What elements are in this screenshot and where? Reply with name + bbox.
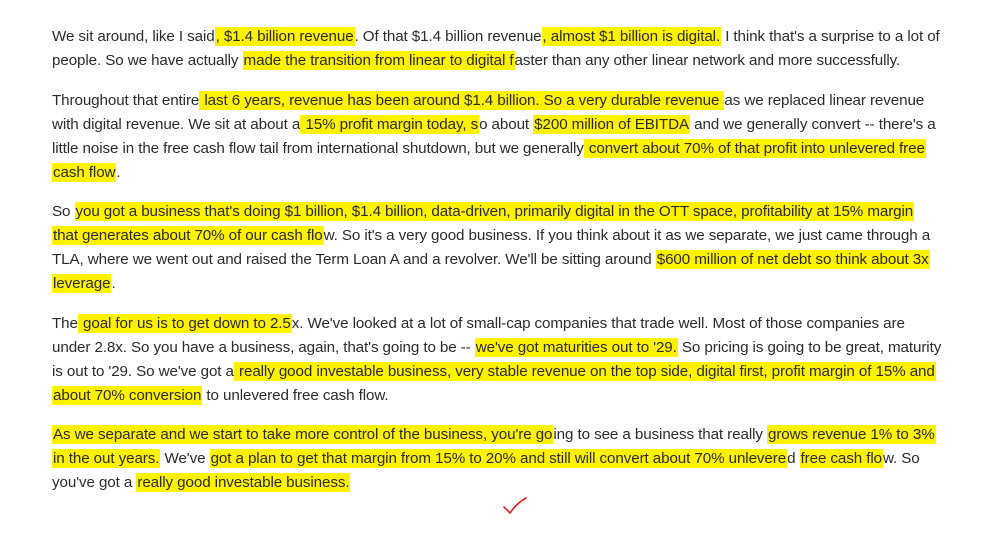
text-segment: . <box>111 275 116 292</box>
text-segment: We sit around, like I said <box>52 28 215 45</box>
paragraph-5 <box>52 423 942 495</box>
text-segment: as we replaced linear revenue with digital revenue. We sit at about a <box>52 91 925 133</box>
text-segment: We've <box>160 450 210 467</box>
text-segment: aster than any other linear network and more successfully. <box>514 52 901 69</box>
text-segment: x. We've looked at a lot of small-cap companies that trade well. Most of those companies are under 2.8x. So you have a business, again, that's going to be -- <box>52 314 905 356</box>
text-segment: w. So you've got a <box>52 450 920 491</box>
highlighted-segment: goal for us is to get down to 2.5 <box>78 314 291 332</box>
text-segment: o about <box>479 115 534 133</box>
highlighted-segment: got a plan to get that margin from 15% to 20% and still will convert about 70% unlevere <box>210 450 787 467</box>
paragraph-2 <box>52 89 942 185</box>
highlighted-segment: $600 million of net debt so think about 3x leverage <box>53 251 929 292</box>
highlighted-segment: As we separate and we start to take more control of the business, you're go <box>53 426 553 443</box>
highlighted-segment: convert about 70% of that profit into unlevered free cash flow <box>53 139 925 181</box>
text-segment: ing to see a business that really <box>553 426 767 443</box>
highlighted-segment: free cash flo <box>800 450 882 467</box>
highlighted-segment: you got a business that's doing $1 billion, $1.4 billion, data-driven, primarily digital in the OTT space, profitability at 15% margin that generates about 70% of our cash flo <box>53 203 914 244</box>
text-segment: to unlevered free cash flow. <box>202 386 389 404</box>
text-segment: So pricing is going to be great, maturity is out to '29. So we've got a <box>52 338 942 380</box>
highlighted-segment: 15% profit margin today, s <box>301 115 479 133</box>
text-segment: d <box>787 450 800 467</box>
text-segment: The <box>52 314 78 332</box>
paragraph-3 <box>52 200 942 296</box>
text-segment: . <box>116 163 121 181</box>
transcript-document <box>52 25 942 511</box>
checkmark-icon <box>502 496 528 516</box>
text-segment: w. So it's a very good business. If you think about it as we separate, we just came through a TLA, where we went out and raised the Term Loan A and a revolver. We'll be sitting around <box>52 227 931 268</box>
text-segment: So <box>52 203 75 220</box>
text-segment: Throughout that entire <box>52 91 200 109</box>
highlighted-segment: , almost $1 billion is digital. <box>542 28 721 45</box>
highlighted-segment: last 6 years, revenue has been around $1.4 billion. So a very durable revenue <box>200 91 724 109</box>
highlighted-segment: $200 million of EBITDA <box>534 115 689 133</box>
paragraph-4 <box>52 312 942 408</box>
highlighted-segment: really good investable business. <box>137 474 350 491</box>
text-segment: and we generally convert -- there's a little noise in the free cash flow tail from international shutdown, but we generally <box>52 115 936 157</box>
paragraph-1 <box>52 25 942 73</box>
text-segment: . Of that $1.4 billion revenue <box>354 28 542 45</box>
highlighted-segment: really good investable business, very stable revenue on the top side, digital first, profit margin of 15% and about 70% conversion <box>53 362 935 404</box>
highlighted-segment: , $1.4 billion revenue <box>215 28 354 45</box>
highlighted-segment: we've got maturities out to '29. <box>475 338 677 356</box>
text-segment: I think that's a surprise to a lot of people. So we have actually <box>52 28 940 69</box>
highlighted-segment: grows revenue 1% to 3% in the out years. <box>53 426 935 467</box>
highlighted-segment: made the transition from linear to digital f <box>243 52 514 69</box>
